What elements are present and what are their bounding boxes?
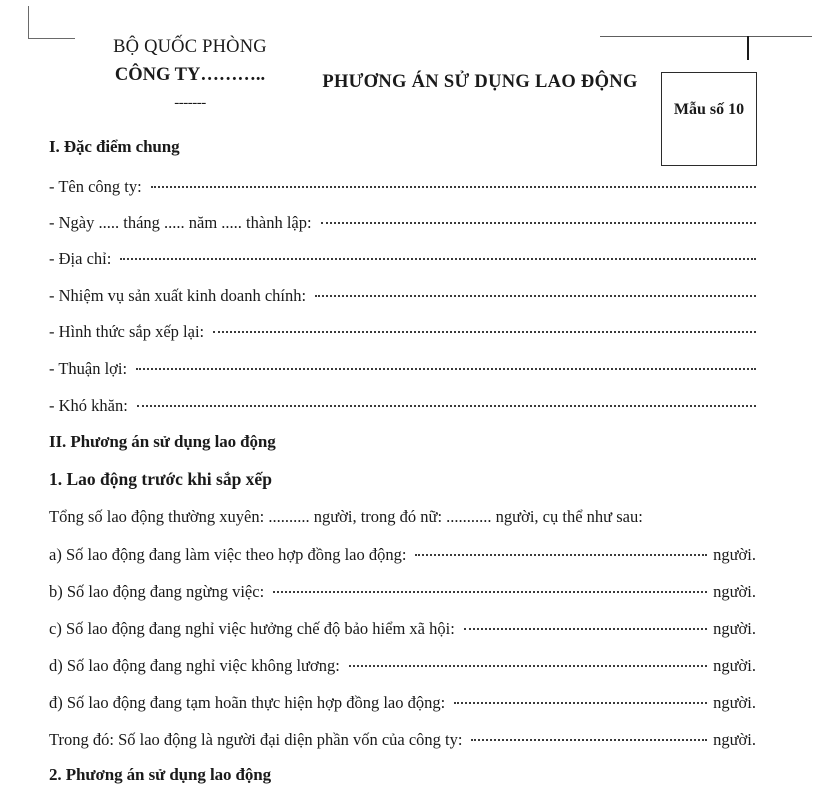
field-label: c) Số lao động đang nghỉ việc hưởng chế độ bảo hiểm xã hội: xyxy=(49,618,455,638)
field-unit-label: người. xyxy=(713,655,756,675)
field-dotted-input[interactable] xyxy=(471,728,707,745)
field-dotted-input[interactable] xyxy=(137,394,756,411)
field-unit-label: người. xyxy=(713,729,756,749)
field-row-nhiem-vu-san-xuat[interactable] xyxy=(49,284,756,306)
field-row-hinh-thuc-sap-xep-lai[interactable] xyxy=(49,320,756,342)
field-dotted-input[interactable] xyxy=(273,580,707,597)
field-label: - Tên công ty: xyxy=(49,176,142,196)
field-label: - Địa chỉ: xyxy=(49,248,112,268)
field-row-item-b[interactable] xyxy=(49,580,756,602)
field-row-thuan-loi[interactable] xyxy=(49,357,756,379)
field-label: - Nhiệm vụ sản xuất kinh doanh chính: xyxy=(49,285,307,305)
field-row-item-d[interactable] xyxy=(49,654,756,676)
total-workers-statement: Tổng số lao động thường xuyên: .......... người, trong đó nữ: ........... người, cụ thể như sau: xyxy=(49,507,643,526)
field-row-item-trong-do[interactable] xyxy=(49,728,756,750)
field-dotted-input[interactable] xyxy=(315,284,756,301)
field-dotted-input[interactable] xyxy=(415,543,707,560)
field-row-ngay-thanh-lap[interactable] xyxy=(49,211,756,233)
field-dotted-input[interactable] xyxy=(321,211,756,228)
field-dotted-input[interactable] xyxy=(151,175,756,192)
field-unit-label: người. xyxy=(713,544,756,564)
header-dash-separator: ------- xyxy=(174,95,206,112)
field-label: - Khó khăn: xyxy=(49,395,128,415)
field-label: b) Số lao động đang ngừng việc: xyxy=(49,581,265,601)
field-dotted-input[interactable] xyxy=(349,654,707,671)
page-title: PHƯƠNG ÁN SỬ DỤNG LAO ĐỘNG xyxy=(322,72,638,92)
field-label: Trong đó: Số lao động là người đại diện phần vốn của công ty: xyxy=(49,729,463,749)
field-label: - Hình thức sắp xếp lại: xyxy=(49,321,205,341)
field-label: - Thuận lợi: xyxy=(49,358,128,378)
field-dotted-input[interactable] xyxy=(454,691,707,708)
company-name: CÔNG TY……….. xyxy=(114,64,266,85)
field-row-ten-cong-ty[interactable] xyxy=(49,175,756,197)
field-label: - Ngày ..... tháng ..... năm ..... thành lập: xyxy=(49,212,312,232)
form-number-box xyxy=(661,72,757,166)
field-unit-label: người. xyxy=(713,618,756,638)
subsection-heading-2-1: 1. Lao động trước khi sắp xếp xyxy=(49,469,272,489)
field-label: d) Số lao động đang nghỉ việc không lương: xyxy=(49,655,340,675)
field-row-item-a[interactable] xyxy=(49,543,756,565)
field-row-item-c[interactable] xyxy=(49,617,756,639)
field-row-dia-chi[interactable] xyxy=(49,247,756,269)
field-label: đ) Số lao động đang tạm hoãn thực hiện hợp đồng lao động: xyxy=(49,692,446,712)
field-row-kho-khan[interactable] xyxy=(49,394,756,416)
field-label: a) Số lao động đang làm việc theo hợp đồng lao động: xyxy=(49,544,407,564)
field-dotted-input[interactable] xyxy=(136,357,756,374)
issuing-organization-block xyxy=(60,34,320,115)
field-dotted-input[interactable] xyxy=(213,320,756,337)
ministry-name: BỘ QUỐC PHÒNG xyxy=(113,37,267,57)
field-dotted-input[interactable] xyxy=(120,247,756,264)
section-heading-1: I. Đặc điểm chung xyxy=(49,137,180,156)
subsection-heading-2-2: 2. Phương án sử dụng lao động xyxy=(49,765,272,784)
field-unit-label: người. xyxy=(713,581,756,601)
field-dotted-input[interactable] xyxy=(464,617,707,634)
section-heading-2: II. Phương án sử dụng lao động xyxy=(49,432,276,451)
field-row-item-dd[interactable] xyxy=(49,691,756,713)
document-header xyxy=(0,34,814,144)
form-number-label: Mẫu số 10 xyxy=(673,101,745,118)
field-unit-label: người. xyxy=(713,692,756,712)
